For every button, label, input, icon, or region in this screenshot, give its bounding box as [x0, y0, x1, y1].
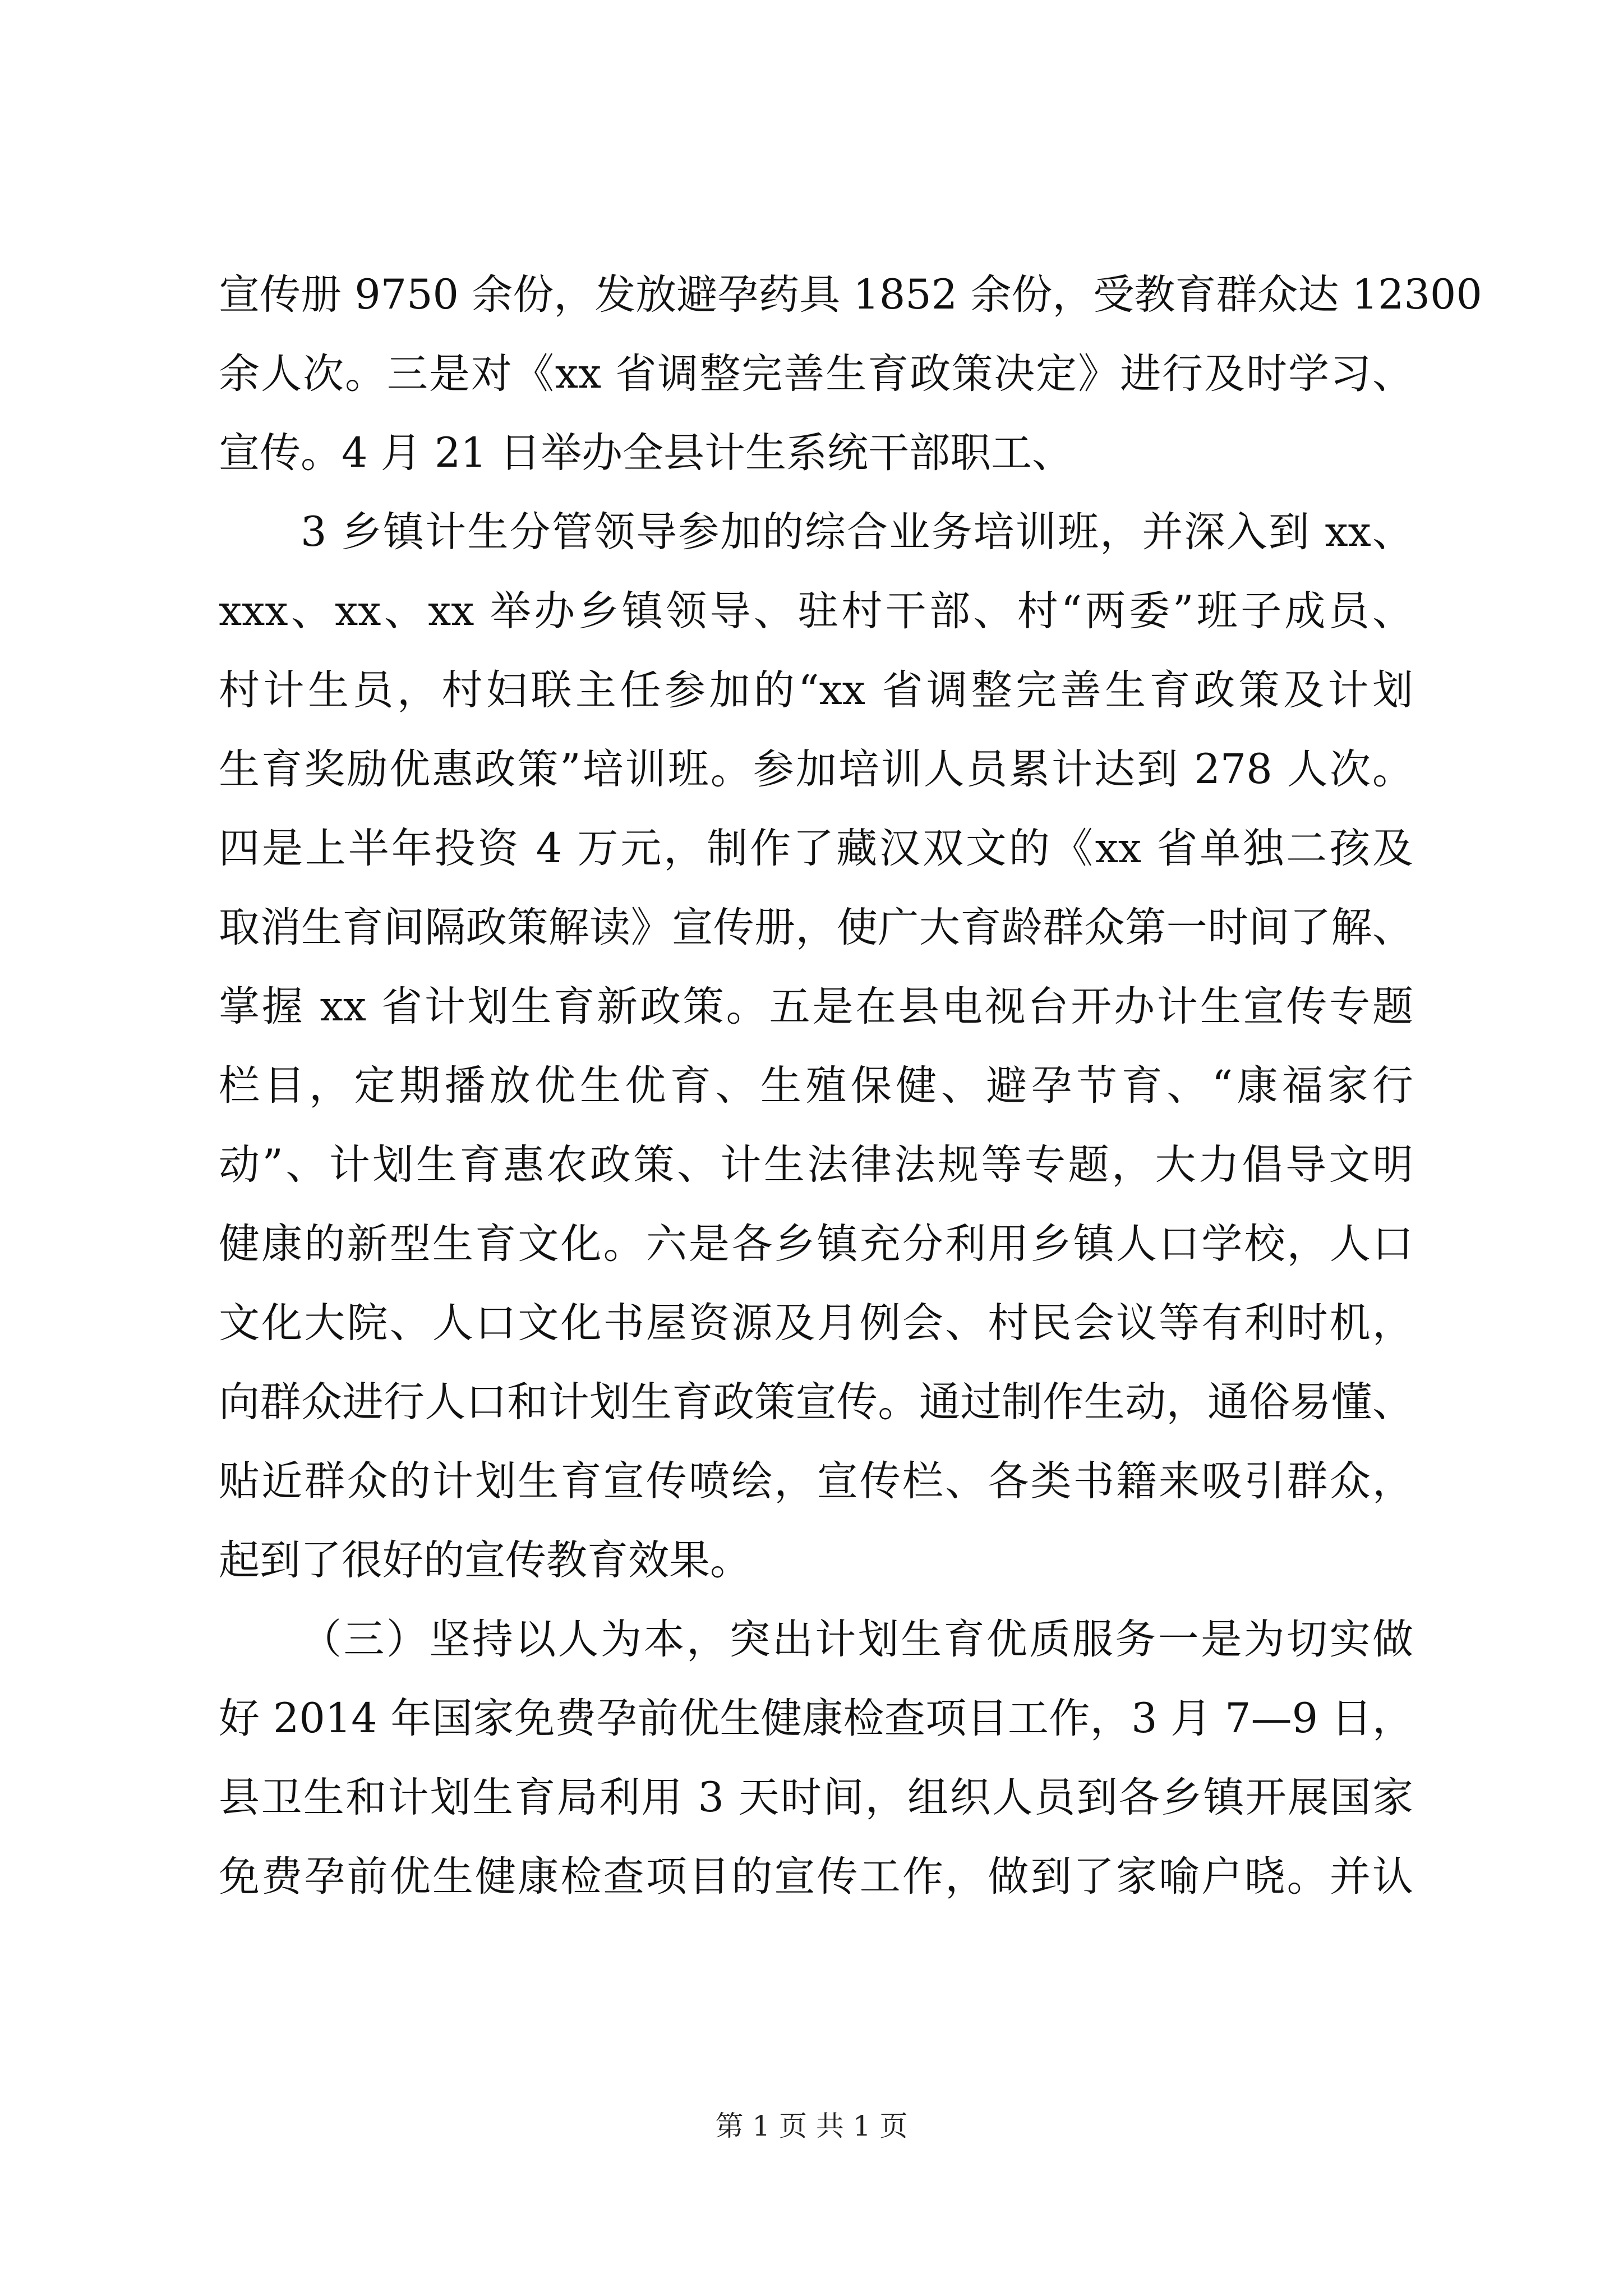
body-text — [219, 255, 1482, 1916]
text-line: 好 2014 年国家免费孕前优生健康检查项目工作，3 月 7—9 日， — [219, 1695, 1413, 1742]
page-footer: 第 1 页 共 1 页 — [715, 2110, 908, 2142]
text-line: 余人次。三是对《xx 省调整完善生育政策决定》进行及时学习、 — [219, 350, 1413, 398]
text-line: xxx、xx、xx 举办乡镇领导、驻村干部、村“两委”班子成员、 — [219, 587, 1413, 635]
text-line: 贴近群众的计划生育宣传喷绘，宣传栏、各类书籍来吸引群众， — [219, 1457, 1413, 1505]
text-line: 四是上半年投资 4 万元，制作了藏汉双文的《xx 省单独二孩及 — [219, 825, 1413, 872]
text-line: 文化大院、人口文化书屋资源及月例会、村民会议等有利时机， — [219, 1299, 1413, 1347]
text-line: 掌握 xx 省计划生育新政策。五是在县电视台开办计生宣传专题 — [219, 983, 1413, 1030]
text-line: 宣传。4 月 21 日举办全县计生系统干部职工、 — [219, 429, 1073, 477]
text-line: 向群众进行人口和计划生育政策宣传。通过制作生动，通俗易懂、 — [219, 1378, 1413, 1426]
text-line: 栏目，定期播放优生优育、生殖保健、避孕节育、“康福家行 — [219, 1062, 1413, 1110]
text-line: 生育奖励优惠政策”培训班。参加培训人员累计达到 278 人次。 — [219, 746, 1413, 793]
text-line: 免费孕前优生健康检查项目的宣传工作，做到了家喻户晓。并认 — [219, 1853, 1413, 1901]
text-line: 取消生育间隔政策解读》宣传册，使广大育龄群众第一时间了解、 — [219, 904, 1413, 951]
text-line: 县卫生和计划生育局利用 3 天时间，组织人员到各乡镇开展国家 — [219, 1774, 1413, 1821]
text-line: 村计生员，村妇联主任参加的“xx 省调整完善生育政策及计划 — [219, 666, 1413, 714]
text-line: 动”、计划生育惠农政策、计生法律法规等专题，大力倡导文明 — [219, 1141, 1413, 1189]
text-line: 宣传册 9750 余份，发放避孕药具 1852 余份，受教育群众达 12300 — [219, 271, 1482, 319]
text-line: 起到了很好的宣传教育效果。 — [219, 1536, 751, 1584]
text-line: 3 乡镇计生分管领导参加的综合业务培训班，并深入到 xx、 — [301, 508, 1413, 556]
text-line: （三）坚持以人为本，突出计划生育优质服务一是为切实做 — [301, 1616, 1413, 1663]
text-line: 健康的新型生育文化。六是各乡镇充分利用乡镇人口学校，人口 — [219, 1220, 1413, 1268]
